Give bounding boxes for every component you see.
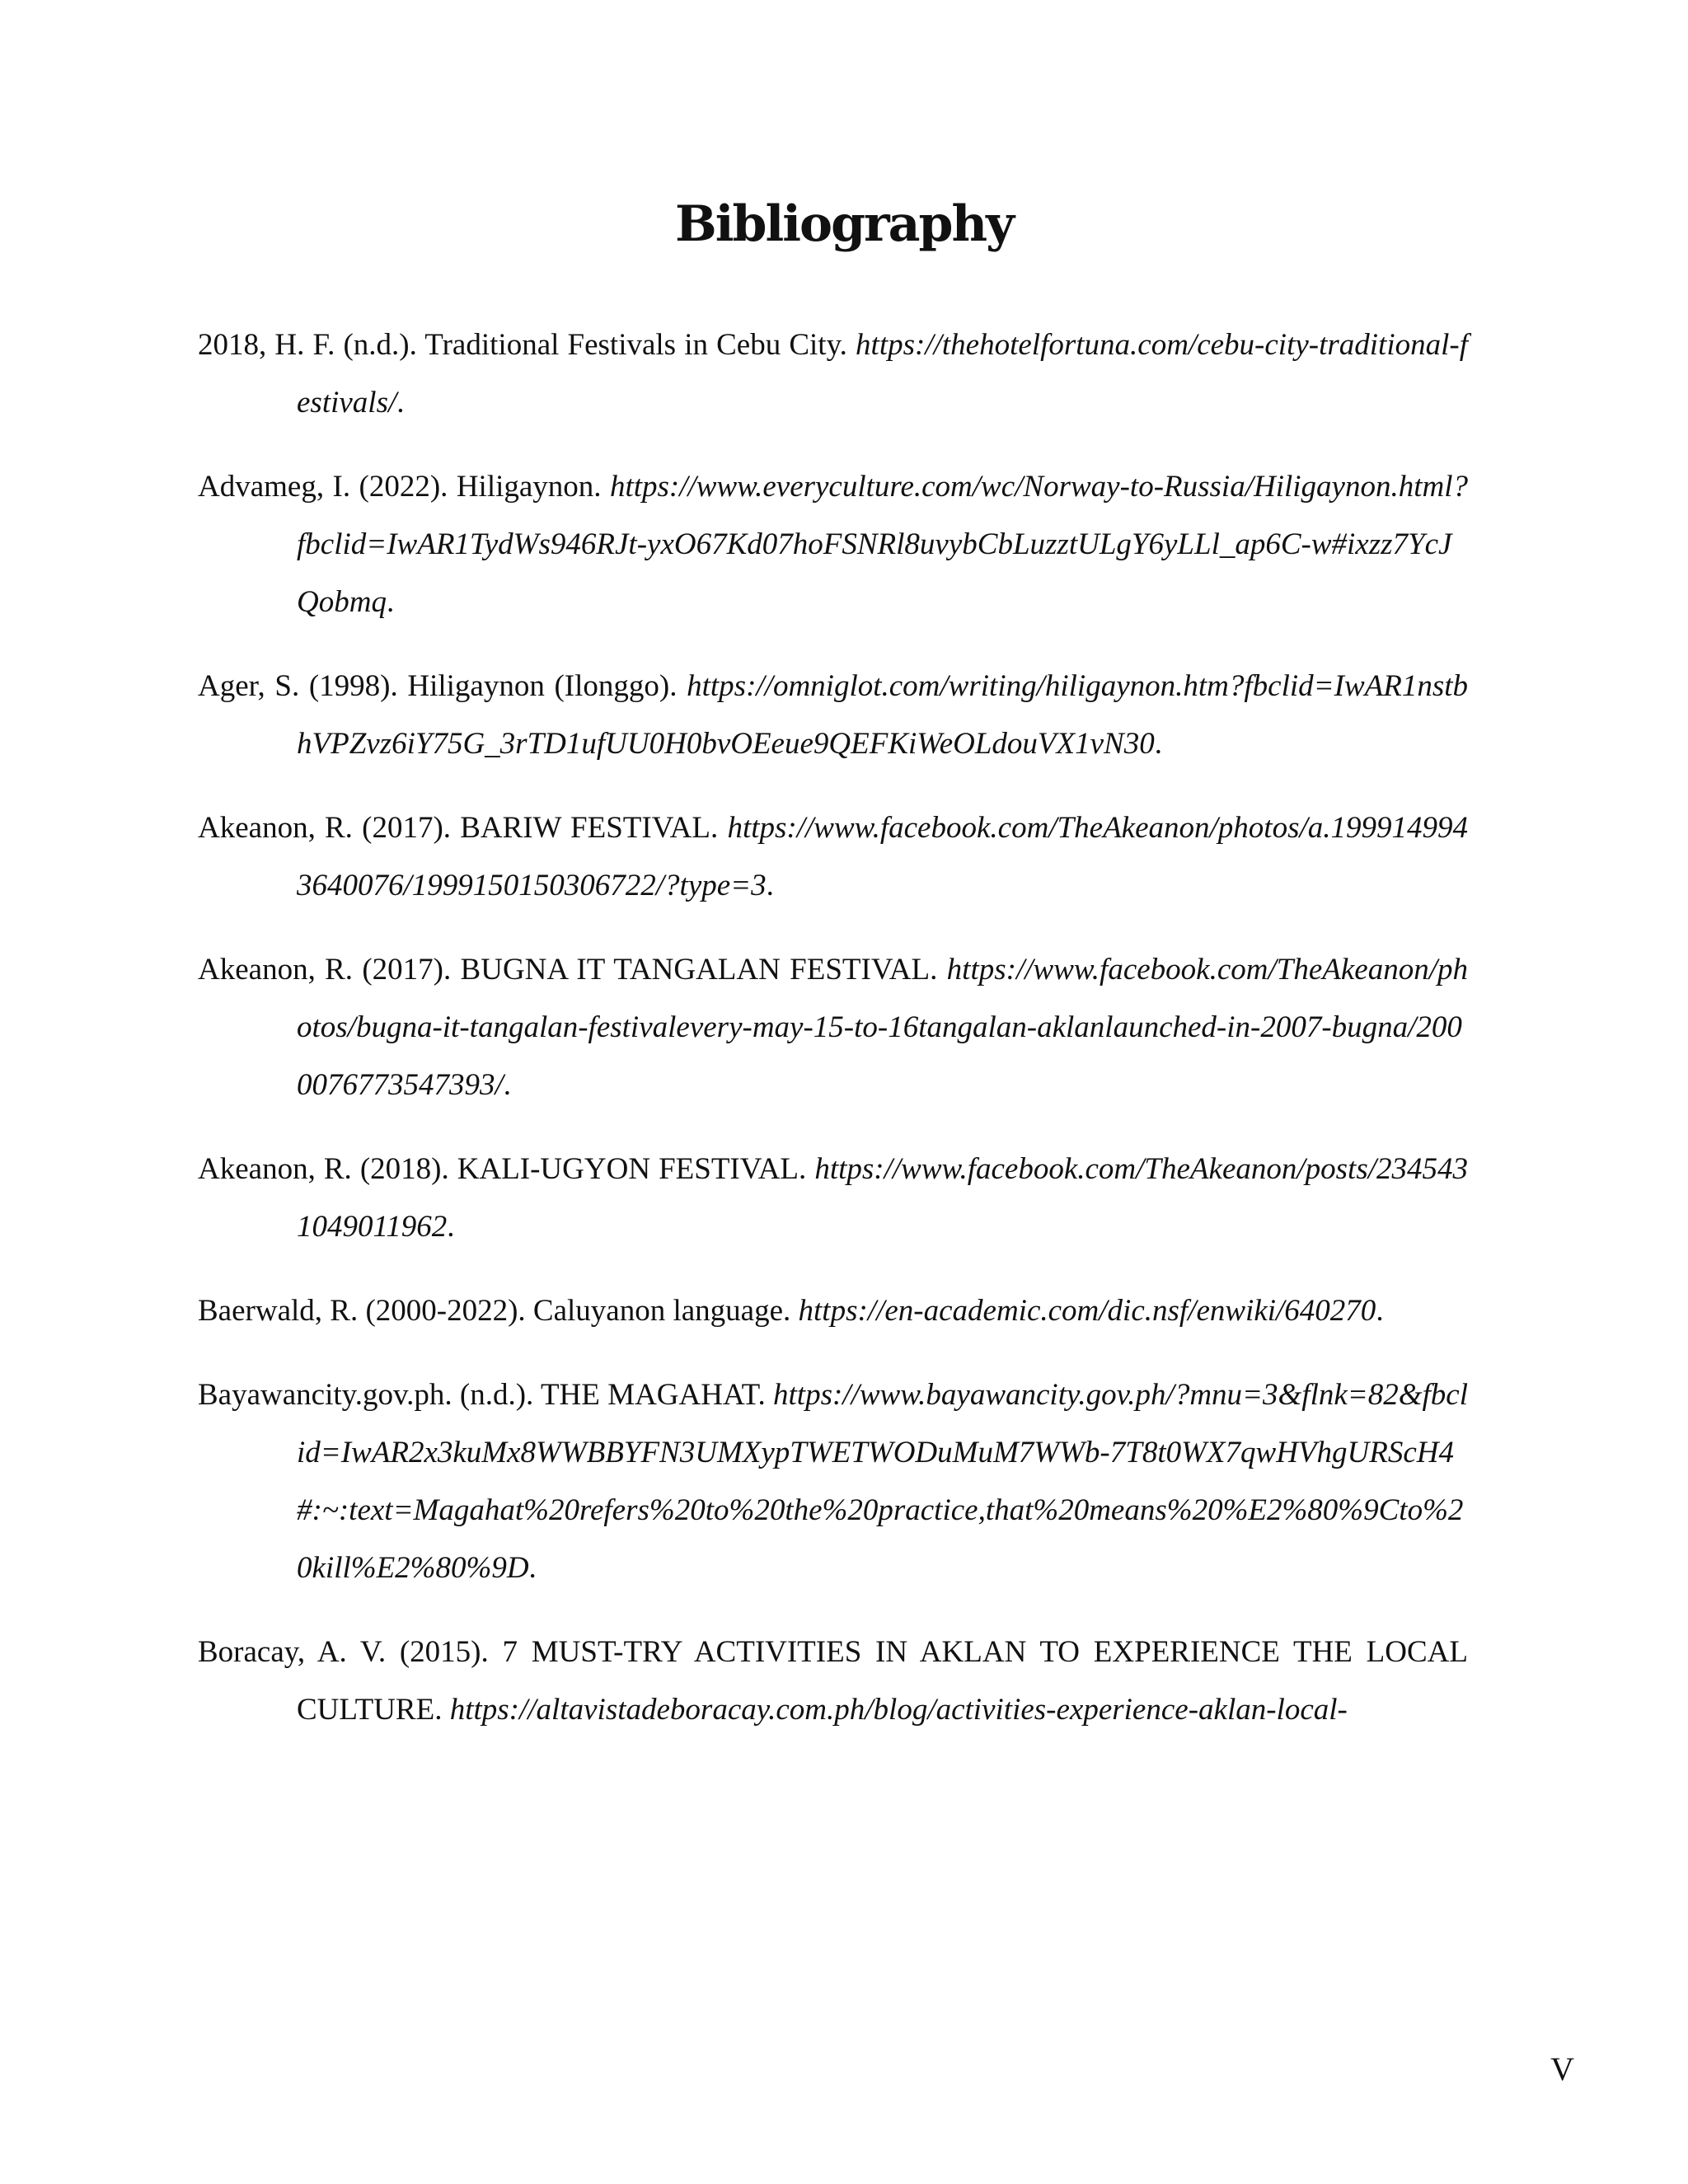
entry-url: https://www.everyculture.com/wc/Norway-to-Russia/Hiligaynon.html?fbclid=IwAR1TydWs946RJt-yxO67Kd07hoFSNRl8uvybCbLuzztULgY6yLLl_ap6C-w#ixzz7YcJQobmq — [297, 470, 1468, 619]
entry-url: https://altavistadeboracay.com.ph/blog/activities-experience-aklan-local- — [449, 1693, 1348, 1727]
entry-citation: Bayawancity.gov.ph. (n.d.). THE MAGAHAT. — [198, 1378, 766, 1412]
entry-end: . — [766, 869, 774, 902]
entry-citation: 2018, H. F. (n.d.). Traditional Festivals in Cebu City. — [198, 328, 847, 362]
entry-citation: Akeanon, R. (2017). BUGNA IT TANGALAN FESTIVAL. — [198, 953, 938, 987]
bibliography-entry — [198, 941, 1468, 1114]
entry-citation: Akeanon, R. (2017). BARIW FESTIVAL. — [198, 811, 719, 845]
entry-citation: Advameg, I. (2022). Hiligaynon. — [198, 470, 602, 504]
entry-url: https://www.facebook.com/TheAkeanon/posts/2345431049011962 — [297, 1152, 1469, 1244]
entry-citation: Akeanon, R. (2018). KALI-UGYON FESTIVAL. — [198, 1152, 807, 1186]
entry-url: https://omniglot.com/writing/hiligaynon.htm?fbclid=IwAR1nstbhVPZvz6iY75G_3rTD1ufUU0H0bvOEeue9QEFKiWeOLdouVX1vN30 — [297, 669, 1468, 761]
entry-end: . — [1376, 1294, 1384, 1328]
page-title: Bibliography — [675, 195, 1013, 253]
entry-citation: Ager, S. (1998). Hiligaynon (Ilonggo). — [198, 669, 678, 703]
bibliography-entry — [198, 458, 1468, 631]
bibliography-entry — [198, 799, 1468, 915]
entry-end: . — [503, 1068, 512, 1102]
entry-citation: Baerwald, R. (2000-2022). Caluyanon language. — [198, 1294, 791, 1328]
bibliography-entry — [198, 316, 1468, 432]
entry-url: https://www.facebook.com/TheAkeanon/photos/a.1999149943640076/1999150150306722/?type=3 — [297, 811, 1469, 902]
entry-end: . — [386, 585, 395, 619]
entry-end: . — [1154, 727, 1162, 761]
bibliography-entry — [198, 1282, 1468, 1340]
entry-end: . — [447, 1210, 455, 1244]
entry-end: . — [396, 386, 405, 419]
bibliography-entry — [198, 1141, 1468, 1256]
entry-url: https://en-academic.com/dic.nsf/enwiki/640270 — [798, 1294, 1376, 1328]
entry-end: . — [528, 1551, 537, 1585]
entry-url: https://www.facebook.com/TheAkeanon/photos/bugna-it-tangalan-festivalevery-may-15-to-16tangalan-aklanlaunched-in-2007-bugna/2000076773547393/ — [297, 953, 1468, 1102]
entry-url: https://www.bayawancity.gov.ph/?mnu=3&flnk=82&fbclid=IwAR2x3kuMx8WWBBYFN3UMXypTWETWODuMuM7WWb-7T8t0WX7qwHVhgURScH4#:~:text=Magahat%20refers%20to%20the%20practice,that%20means%20%E2%80%9Cto%20kill%E2%80%9D — [297, 1378, 1469, 1585]
entry-citation: Boracay, A. V. (2015). 7 MUST-TRY ACTIVITIES IN AKLAN TO EXPERIENCE THE LOCAL CULTURE. — [198, 1635, 1468, 1727]
bibliography-entry — [198, 1624, 1468, 1739]
bibliography-entry — [198, 1366, 1468, 1597]
entry-url: https://thehotelfortuna.com/cebu-city-traditional-festivals/ — [297, 328, 1468, 419]
bibliography-list — [198, 316, 1468, 1765]
page-number: V — [1550, 2050, 1574, 2088]
bibliography-entry — [198, 658, 1468, 773]
